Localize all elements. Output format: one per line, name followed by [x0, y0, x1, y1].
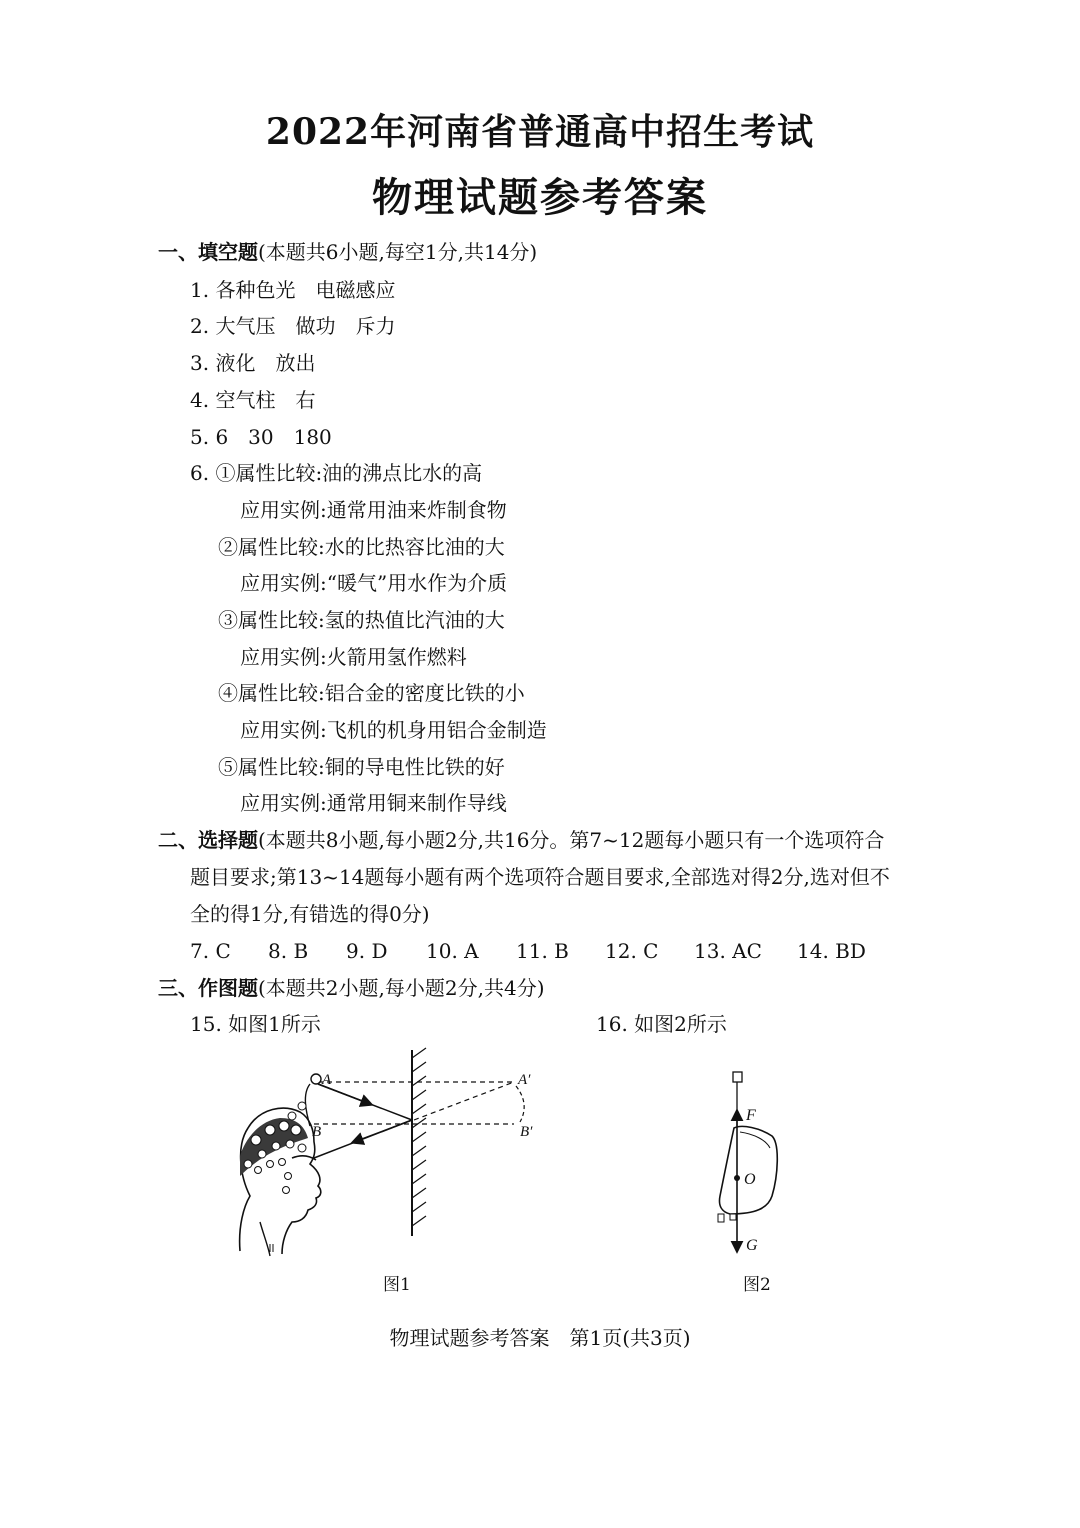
section3-note: (本题共2小题,每小题2分,共4分) [258, 976, 545, 1000]
figure1-caption: 图1 [383, 1275, 411, 1295]
dashed-image-curve [516, 1086, 524, 1122]
choice-answer-7: 7. C [190, 939, 231, 963]
label-o: O [744, 1171, 756, 1188]
section2-note-line2: 题目要求;第13~14题每小题有两个选项符合题目要求,全部选对得2分,选对但不 [190, 865, 890, 889]
dashed-virtual-ray [414, 1082, 514, 1120]
question-16-label: 16. 如图2所示 [596, 1012, 727, 1036]
section1-heading: 一、填空题 [158, 240, 258, 264]
exam-title: 2022年河南省普通高中招生考试 [265, 111, 815, 153]
question-15-label: 15. 如图1所示 [190, 1012, 321, 1036]
answer-6-item2-property: ②属性比较:水的比热容比油的大 [218, 535, 505, 559]
point-a-marker [311, 1074, 321, 1084]
answer-1: 1. 各种色光 电磁感应 [190, 278, 396, 302]
section2-note-line3: 全的得1分,有错选的得0分) [190, 902, 430, 926]
choice-answer-12: 12. C [605, 939, 659, 963]
answer-2: 2. 大气压 做功 斥力 [190, 314, 396, 338]
answer-6-item1-example: 应用实例:通常用油来炸制食物 [240, 498, 507, 522]
answer-6-item5-property: ⑤属性比较:铜的导电性比铁的好 [218, 755, 505, 779]
section3-heading-row [158, 978, 545, 998]
label-b-prime: B′ [520, 1124, 533, 1140]
answer-6-item2-example: 应用实例:“暖气”用水作为介质 [240, 571, 508, 595]
choice-answer-8: 8. B [268, 939, 309, 963]
figure2-caption: 图2 [743, 1275, 771, 1295]
page-footer: 物理试题参考答案 第1页(共3页) [389, 1326, 691, 1350]
answer-6-item5-example: 应用实例:通常用铜来制作导线 [240, 791, 507, 815]
choice-answer-10: 10. A [426, 939, 479, 963]
center-of-gravity [734, 1175, 740, 1181]
section1-heading-row [158, 242, 537, 262]
answer-6-item4-property: ④属性比较:铝合金的密度比铁的小 [218, 681, 525, 705]
answer-6-item1-property: 6. ①属性比较:油的沸点比水的高 [190, 461, 483, 485]
answer-3: 3. 液化 放出 [190, 351, 316, 375]
answer-6-item4-example: 应用实例:飞机的机身用铝合金制造 [240, 718, 547, 742]
label-a: A [322, 1072, 332, 1088]
answer-6-item3-example: 应用实例:火箭用氢作燃料 [240, 645, 467, 669]
answer-4: 4. 空气柱 右 [190, 388, 316, 412]
label-a-prime: A′ [518, 1072, 531, 1088]
answer-5: 5. 6 30 180 [190, 425, 332, 449]
mirror-hatching [412, 1048, 426, 1226]
section2-heading-row [158, 830, 884, 850]
collar [260, 1222, 270, 1256]
section2-note-line1: (本题共8小题,每小题2分,共16分。第7~12题每小题只有一个选项符合 [258, 828, 885, 852]
label-b: B [312, 1124, 322, 1140]
choice-answer-13: 13. AC [694, 939, 762, 963]
figure2-force-diagram [700, 1066, 800, 1266]
label-f: F [746, 1107, 756, 1124]
choice-answer-14: 14. BD [797, 939, 866, 963]
answer-key-title: 物理试题参考答案 [372, 174, 708, 221]
section3-heading: 三、作图题 [158, 976, 258, 1000]
answer-6-item3-property: ③属性比较:氢的热值比汽油的大 [218, 608, 505, 632]
label-g: G [746, 1237, 758, 1254]
section1-note: (本题共6小题,每空1分,共14分) [258, 240, 538, 264]
figure1-mirror-diagram [230, 1046, 560, 1261]
hanger-hook [733, 1072, 742, 1082]
choice-answer-11: 11. B [516, 939, 569, 963]
section2-heading: 二、选择题 [158, 828, 258, 852]
choice-answer-9: 9. D [346, 939, 388, 963]
